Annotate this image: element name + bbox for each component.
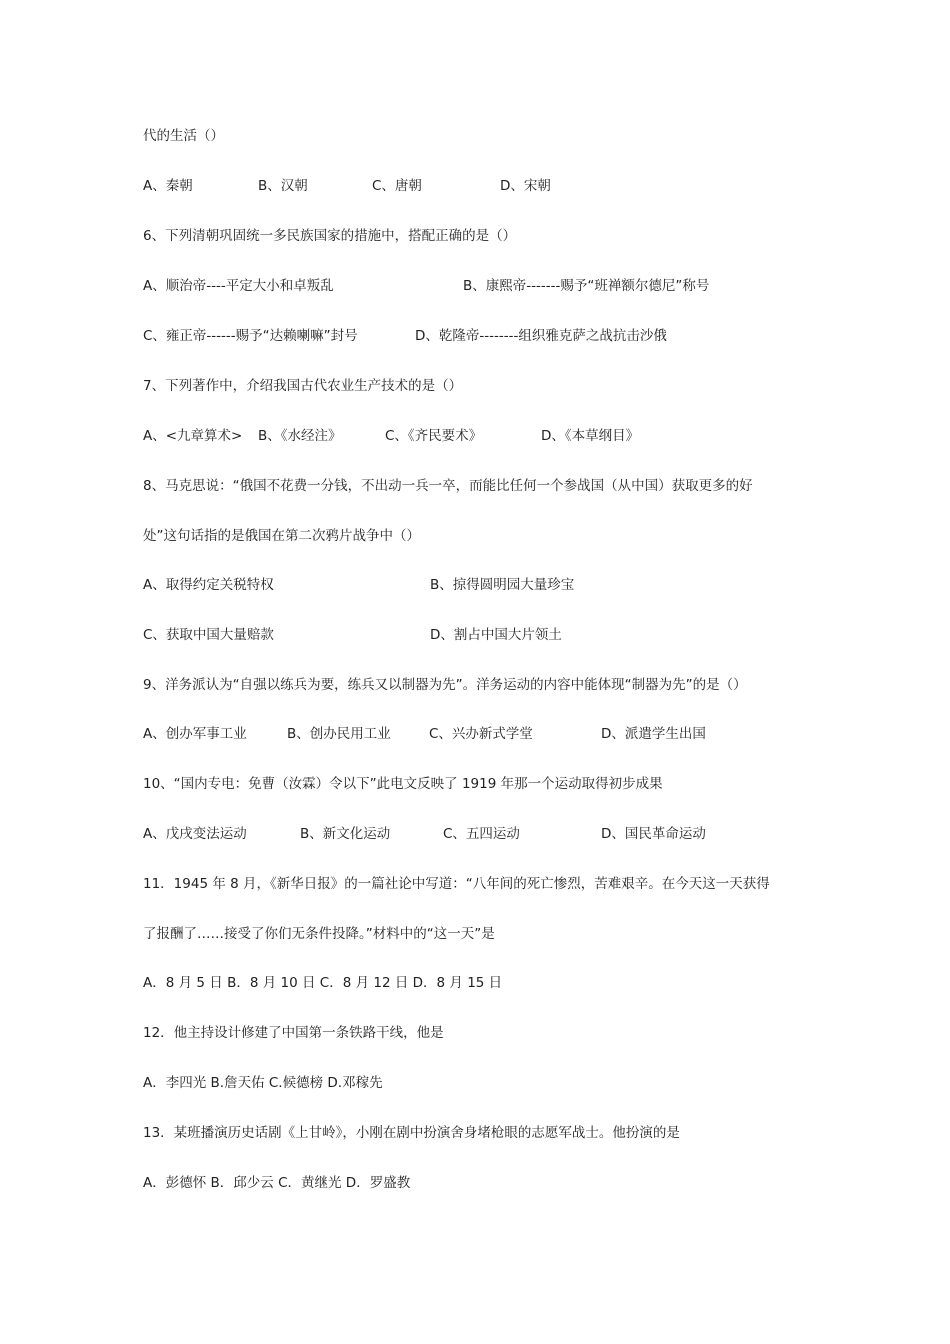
question-10: 10、“国内专电：免曹（汝霖）令以下”此电文反映了 1919 年那一个运动取得初步成果 <box>143 776 663 792</box>
option-b: B、《水经注》 <box>258 428 342 444</box>
question-10-options <box>143 824 743 844</box>
question-8-options-cd <box>143 625 743 645</box>
question-11-options: A．8 月 5 日 B．8 月 10 日 C．8 月 12 日 D．8 月 15 日 <box>143 975 503 991</box>
option-c: C、唐朝 <box>372 178 422 194</box>
option-b: B、康熙帝-------赐予“班禅额尔德尼”称号 <box>463 278 710 294</box>
question-7: 7、下列著作中，介绍我国古代农业生产技术的是（） <box>143 378 463 394</box>
option-d: D、乾隆帝--------组织雅克萨之战抗击沙俄 <box>415 328 667 344</box>
option-d: D、国民革命运动 <box>601 826 706 842</box>
option-b: B、创办民用工业 <box>287 726 391 742</box>
option-b: B、汉朝 <box>258 178 308 194</box>
question-8-line-2: 处”这句话指的是俄国在第二次鸦片战争中（） <box>143 528 420 544</box>
question-11-line-1: 11．1945 年 8 月，《新华日报》的一篇社论中写道：“八年间的死亡惨烈，苦难艰辛。在今天这一天获得 <box>143 876 770 892</box>
option-c: C、兴办新式学堂 <box>429 726 533 742</box>
question-8-line-1: 8、马克思说：“俄国不花费一分钱，不出动一兵一卒，而能比任何一个参战国（从中国）获取更多的好 <box>143 478 753 494</box>
question-9-options <box>143 724 743 744</box>
question-7-options <box>143 426 743 446</box>
question-13-options: A．彭德怀 B．邱少云 C．黄继光 D．罗盛教 <box>143 1175 411 1191</box>
question-12: 12．他主持设计修建了中国第一条铁路干线，他是 <box>143 1025 444 1041</box>
question-11-line-2: 了报酬了……接受了你们无条件投降。”材料中的“这一天”是 <box>143 926 495 942</box>
option-a: A、取得约定关税特权 <box>143 577 274 593</box>
option-b: B、掠得圆明园大量珍宝 <box>430 577 575 593</box>
option-b: B、新文化运动 <box>300 826 391 842</box>
question-6-options-ab <box>143 276 803 296</box>
option-d: D、割占中国大片领土 <box>430 627 562 643</box>
option-c: C、获取中国大量赔款 <box>143 627 274 643</box>
option-c: C、五四运动 <box>443 826 520 842</box>
option-c: C、雍正帝------赐予“达赖喇嘛”封号 <box>143 328 358 344</box>
option-a: A、创办军事工业 <box>143 726 247 742</box>
option-a: A、秦朝 <box>143 178 193 194</box>
option-d: D、宋朝 <box>500 178 551 194</box>
question-13: 13．某班播演历史话剧《上甘岭》，小刚在剧中扮演舍身堵枪眼的志愿军战士。他扮演的是 <box>143 1125 680 1141</box>
question-6-options-cd <box>143 326 803 346</box>
question-6: 6、下列清朝巩固统一多民族国家的措施中，搭配正确的是（） <box>143 228 517 244</box>
question-8-options-ab <box>143 575 743 595</box>
question-12-options: A．李四光 B.詹天佑 C.候德榜 D.邓稼先 <box>143 1075 383 1091</box>
option-a: A、顺治帝----平定大小和卓叛乱 <box>143 278 334 294</box>
option-d: D、派遣学生出国 <box>601 726 706 742</box>
question-5-options <box>143 176 643 196</box>
option-c: C、《齐民要术》 <box>385 428 483 444</box>
option-d: D、《本草纲目》 <box>541 428 640 444</box>
question-5-tail: 代的生活（） <box>143 128 224 144</box>
option-a: A、<九章算术> <box>143 428 243 444</box>
option-a: A、戊戌变法运动 <box>143 826 247 842</box>
question-9: 9、洋务派认为“自强以练兵为要，练兵又以制器为先”。洋务运动的内容中能体现“制器为先”的是（） <box>143 677 747 693</box>
